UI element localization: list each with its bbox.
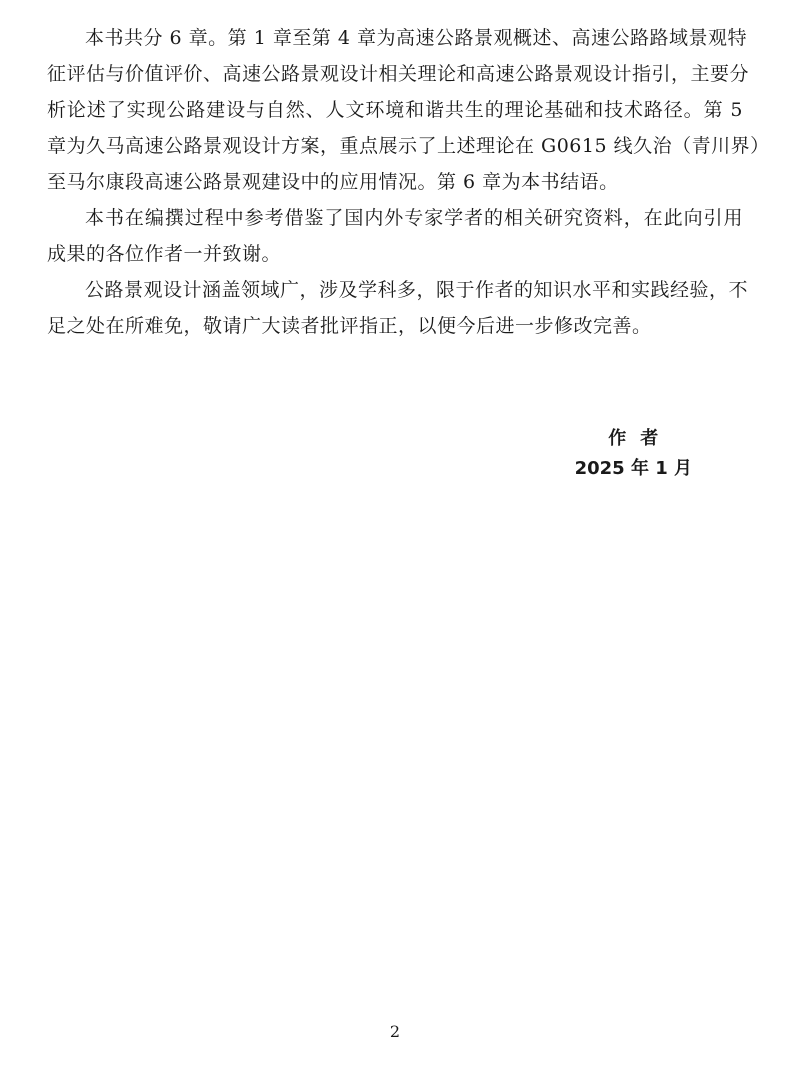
text-line: 成果的各位作者一并致谢。 (47, 243, 282, 265)
text-line: 本书在编撰过程中参考借鉴了国内外专家学者的相关研究资料，在此向引用 (85, 207, 743, 229)
page-number: 2 (389, 1022, 401, 1041)
text-line: 析论述了实现公路建设与自然、人文环境和谐共生的理论基础和技术路径。第 5 (47, 99, 743, 121)
text-line: 本书共分 6 章。第 1 章至第 4 章为高速公路景观概述、高速公路路域景观特 (85, 27, 748, 49)
text-line: 足之处在所难免，敬请广大读者批评指正，以便今后进一步修改完善。 (47, 315, 652, 337)
signature-block (575, 424, 692, 484)
paragraph-acknowledgement (47, 200, 743, 272)
paragraph-disclaimer (47, 272, 749, 344)
text-line: 征评估与价值评价、高速公路景观设计相关理论和高速公路景观设计指引，主要分 (47, 63, 750, 85)
body-text (47, 20, 770, 344)
author-signature: 作者 (608, 428, 673, 449)
paragraph-chapter-overview (47, 20, 770, 200)
text-line: 至马尔康段高速公路景观建设中的应用情况。第 6 章为本书结语。 (47, 171, 619, 193)
signature-date: 2025 年 1 月 (574, 458, 692, 479)
text-line: 章为久马高速公路景观设计方案，重点展示了上述理论在 G0615 线久治（青川界） (47, 135, 770, 157)
text-line: 公路景观设计涵盖领域广，涉及学科多，限于作者的知识水平和实践经验，不 (85, 279, 749, 301)
